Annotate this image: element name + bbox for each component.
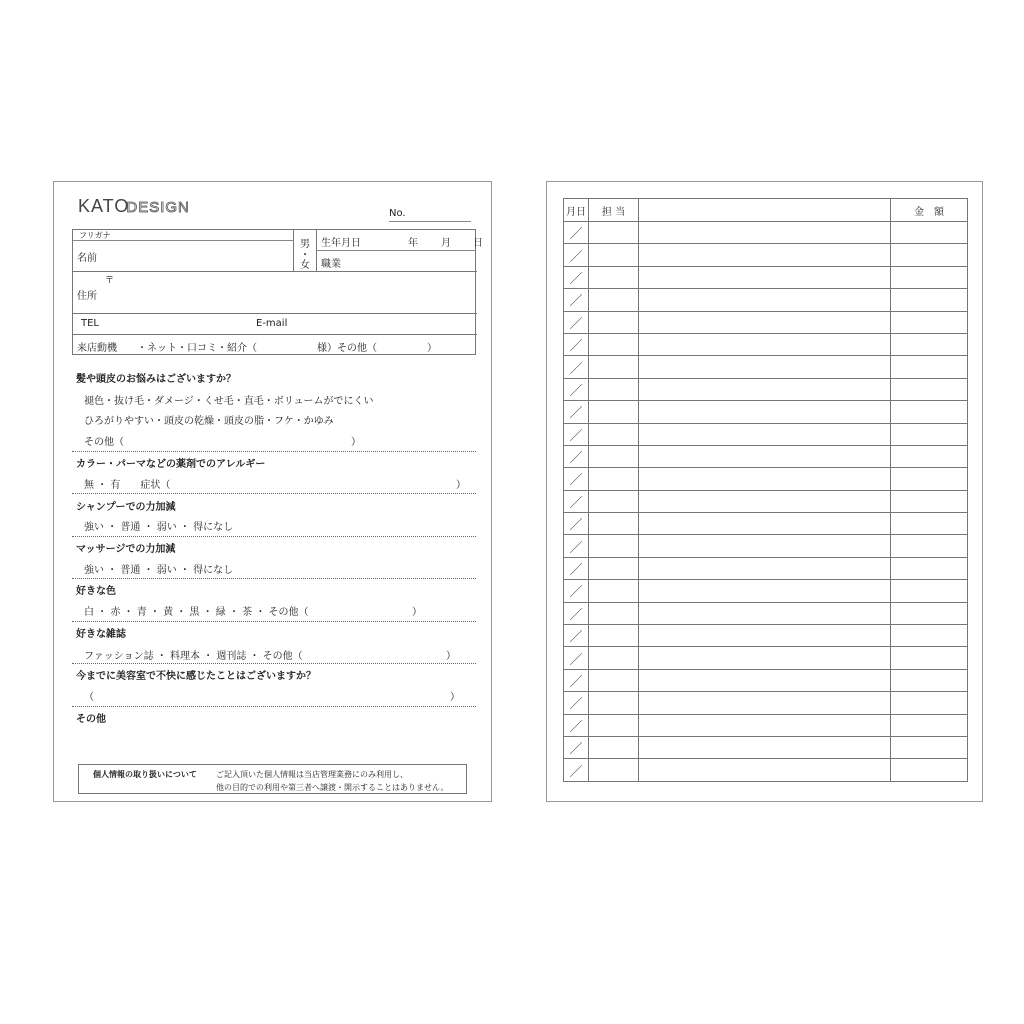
visit-reason: 来店動機 ・ネット・口コミ・紹介（ 様）その他（ ） [77, 343, 437, 354]
year-label: 年 [408, 238, 418, 249]
date-slash: ／ [569, 540, 583, 556]
date-slash: ／ [569, 719, 583, 735]
details-cell[interactable] [639, 714, 891, 736]
logo-design-text: DESIGN [126, 199, 190, 216]
amount-cell[interactable] [891, 535, 968, 557]
amount-cell[interactable] [891, 445, 968, 467]
date-cell[interactable] [564, 714, 589, 736]
discomfort-question: 今までに美容室で不快に感じたことはございますか？ [76, 671, 316, 682]
amount-cell[interactable] [891, 244, 968, 266]
record-row [564, 289, 968, 311]
privacy-line-2: 他の目的での利用や第三者へ譲渡・開示することはありません。 [216, 783, 449, 792]
hair-other: その他（ [84, 437, 124, 448]
tel-label: TEL [81, 318, 99, 329]
record-row [564, 602, 968, 624]
amount-cell[interactable] [891, 222, 968, 244]
privacy-line-1: ご記入頂いた個人情報は当店管理業務にのみ利用し、 [216, 770, 408, 779]
magazine-question: 好きな雑誌 [76, 629, 126, 640]
birthday-divider [317, 250, 475, 251]
hair-trouble-question: 髪や頭皮のお悩みはございますか？ [76, 374, 236, 385]
date-slash: ／ [569, 339, 583, 355]
date-cell[interactable] [564, 244, 589, 266]
date-slash: ／ [569, 271, 583, 287]
staff-cell[interactable] [589, 401, 639, 423]
amount-cell[interactable] [891, 490, 968, 512]
details-cell[interactable] [639, 759, 891, 781]
row-divider-3 [73, 334, 477, 335]
record-body [564, 222, 968, 782]
record-row [564, 266, 968, 288]
col-divider-1 [293, 230, 294, 271]
staff-cell[interactable] [589, 513, 639, 535]
details-cell[interactable] [639, 311, 891, 333]
details-cell[interactable] [639, 378, 891, 400]
staff-cell[interactable] [589, 557, 639, 579]
shampoo-question: シャンプーでの力加減 [76, 502, 176, 513]
details-cell[interactable] [639, 266, 891, 288]
divider [72, 663, 476, 664]
staff-cell[interactable] [589, 759, 639, 781]
date-cell[interactable] [564, 513, 589, 535]
details-cell[interactable] [639, 557, 891, 579]
date-slash: ／ [569, 227, 583, 243]
record-table [563, 198, 968, 782]
treatment-record-sheet [546, 181, 983, 802]
date-slash: ／ [569, 764, 583, 780]
amount-cell[interactable] [891, 602, 968, 624]
date-cell[interactable] [564, 535, 589, 557]
gender-separator: ・ [300, 250, 310, 261]
staff-cell[interactable] [589, 244, 639, 266]
details-cell[interactable] [639, 513, 891, 535]
record-row [564, 535, 968, 557]
amount-cell[interactable] [891, 356, 968, 378]
date-cell[interactable] [564, 468, 589, 490]
staff-cell[interactable] [589, 580, 639, 602]
staff-cell[interactable] [589, 625, 639, 647]
details-cell[interactable] [639, 647, 891, 669]
date-cell[interactable] [564, 625, 589, 647]
color-options: 白 ・ 赤 ・ 青 ・ 黄 ・ 黒 ・ 緑 ・ 茶 ・ その他（ [84, 607, 309, 618]
record-row [564, 333, 968, 355]
divider [72, 536, 476, 537]
staff-cell[interactable] [589, 356, 639, 378]
date-cell[interactable] [564, 266, 589, 288]
address-label: 住所 [77, 291, 97, 302]
date-cell[interactable] [564, 580, 589, 602]
record-row [564, 647, 968, 669]
other-heading: その他 [76, 714, 106, 725]
staff-cell[interactable] [589, 222, 639, 244]
discomfort-close: ） [450, 692, 460, 703]
record-row [564, 557, 968, 579]
divider [72, 706, 476, 707]
magazine-options: ファッション誌 ・ 料理本 ・ 週刊誌 ・ その他（ [84, 651, 303, 662]
massage-options: 強い ・ 普通 ・ 弱い ・ 得になし [84, 565, 234, 576]
record-row [564, 311, 968, 333]
record-row [564, 401, 968, 423]
staff-header: 担 当 [589, 199, 639, 222]
date-cell[interactable] [564, 602, 589, 624]
details-cell[interactable] [639, 736, 891, 758]
date-cell[interactable] [564, 490, 589, 512]
hair-options-line-1: 褪色・抜け毛・ダメージ・くせ毛・直毛・ボリュームがでにくい [84, 396, 374, 407]
name-label: 名前 [77, 253, 97, 264]
date-slash: ／ [569, 473, 583, 489]
record-row [564, 490, 968, 512]
staff-cell[interactable] [589, 311, 639, 333]
staff-cell[interactable] [589, 669, 639, 691]
date-slash: ／ [569, 607, 583, 623]
female-option[interactable]: 女 [300, 260, 310, 271]
hair-other-close: ） [351, 437, 361, 448]
details-cell[interactable] [639, 423, 891, 445]
magazine-close: ） [446, 651, 456, 662]
date-cell[interactable] [564, 445, 589, 467]
record-row [564, 222, 968, 244]
amount-cell[interactable] [891, 468, 968, 490]
details-cell[interactable] [639, 445, 891, 467]
date-slash: ／ [569, 249, 583, 265]
row-divider-1 [73, 271, 477, 272]
date-cell[interactable] [564, 759, 589, 781]
record-row [564, 513, 968, 535]
divider [72, 578, 476, 579]
staff-cell[interactable] [589, 490, 639, 512]
details-cell[interactable] [639, 468, 891, 490]
date-cell[interactable] [564, 311, 589, 333]
date-header: 月日 [564, 199, 589, 222]
staff-cell[interactable] [589, 736, 639, 758]
date-cell[interactable] [564, 692, 589, 714]
date-cell[interactable] [564, 222, 589, 244]
details-header [639, 199, 891, 222]
record-row [564, 423, 968, 445]
furigana-label: フリガナ [79, 231, 111, 240]
record-row [564, 669, 968, 691]
record-row [564, 736, 968, 758]
amount-cell[interactable] [891, 513, 968, 535]
customer-card [53, 181, 492, 802]
date-cell[interactable] [564, 356, 589, 378]
amount-cell[interactable] [891, 647, 968, 669]
discomfort-open: （ [84, 692, 94, 703]
amount-cell[interactable] [891, 669, 968, 691]
date-slash: ／ [569, 294, 583, 310]
amount-cell[interactable] [891, 401, 968, 423]
number-label: No. [389, 208, 406, 219]
record-row [564, 244, 968, 266]
date-slash: ／ [569, 428, 583, 444]
record-header-row [564, 199, 968, 222]
details-cell[interactable] [639, 289, 891, 311]
details-cell[interactable] [639, 401, 891, 423]
staff-cell[interactable] [589, 692, 639, 714]
allergy-close: ） [456, 480, 466, 491]
details-cell[interactable] [639, 244, 891, 266]
male-option[interactable]: 男 [300, 239, 310, 250]
date-cell[interactable] [564, 401, 589, 423]
details-cell[interactable] [639, 333, 891, 355]
details-cell[interactable] [639, 602, 891, 624]
amount-cell[interactable] [891, 289, 968, 311]
col-divider-2 [316, 230, 317, 271]
amount-header: 金 額 [891, 199, 968, 222]
date-slash: ／ [569, 361, 583, 377]
color-close: ） [412, 607, 422, 618]
staff-cell[interactable] [589, 378, 639, 400]
record-row [564, 692, 968, 714]
amount-cell[interactable] [891, 423, 968, 445]
postal-mark: 〒 [105, 276, 115, 286]
amount-cell[interactable] [891, 625, 968, 647]
record-row [564, 625, 968, 647]
date-cell[interactable] [564, 423, 589, 445]
day-label: 日 [473, 238, 483, 249]
staff-cell[interactable] [589, 266, 639, 288]
date-slash: ／ [569, 406, 583, 422]
row-divider-2 [73, 313, 477, 314]
details-cell[interactable] [639, 222, 891, 244]
date-cell[interactable] [564, 647, 589, 669]
amount-cell[interactable] [891, 580, 968, 602]
details-cell[interactable] [639, 625, 891, 647]
staff-cell[interactable] [589, 714, 639, 736]
date-slash: ／ [569, 630, 583, 646]
shampoo-options: 強い ・ 普通 ・ 弱い ・ 得になし [84, 522, 234, 533]
record-row [564, 580, 968, 602]
job-label: 職業 [321, 259, 341, 270]
date-slash: ／ [569, 585, 583, 601]
divider [72, 621, 476, 622]
amount-cell[interactable] [891, 557, 968, 579]
staff-cell[interactable] [589, 647, 639, 669]
record-row [564, 356, 968, 378]
staff-cell[interactable] [589, 289, 639, 311]
date-cell[interactable] [564, 557, 589, 579]
logo-kato-text: KATO [78, 196, 130, 216]
privacy-notice [78, 764, 467, 794]
date-slash: ／ [569, 451, 583, 467]
date-slash: ／ [569, 495, 583, 511]
divider [72, 493, 476, 494]
date-slash: ／ [569, 675, 583, 690]
amount-cell[interactable] [891, 692, 968, 714]
allergy-options: 無 ・ 有 症状（ [84, 480, 171, 491]
amount-cell[interactable] [891, 266, 968, 288]
amount-cell[interactable] [891, 759, 968, 781]
staff-cell[interactable] [589, 535, 639, 557]
date-cell[interactable] [564, 333, 589, 355]
date-slash: ／ [569, 652, 583, 668]
date-slash: ／ [569, 316, 583, 332]
record-row [564, 378, 968, 400]
massage-question: マッサージでの力加減 [76, 544, 176, 555]
birthday-label: 生年月日 [321, 238, 361, 249]
date-cell[interactable] [564, 669, 589, 691]
details-cell[interactable] [639, 669, 891, 691]
number-field[interactable] [389, 208, 471, 222]
details-cell[interactable] [639, 356, 891, 378]
details-cell[interactable] [639, 490, 891, 512]
date-slash: ／ [569, 742, 583, 758]
date-slash: ／ [569, 518, 583, 534]
staff-cell[interactable] [589, 468, 639, 490]
staff-cell[interactable] [589, 445, 639, 467]
details-cell[interactable] [639, 580, 891, 602]
record-row [564, 759, 968, 781]
allergy-question: カラー・パーマなどの薬剤でのアレルギー [76, 459, 266, 470]
month-label: 月 [441, 238, 451, 249]
details-cell[interactable] [639, 692, 891, 714]
record-row [564, 468, 968, 490]
color-question: 好きな色 [76, 586, 116, 597]
details-cell[interactable] [639, 535, 891, 557]
record-row [564, 445, 968, 467]
customer-info-table [72, 229, 483, 355]
date-cell[interactable] [564, 736, 589, 758]
hair-options-line-2: ひろがりやすい・頭皮の乾燥・頭皮の脂・フケ・かゆみ [84, 416, 334, 427]
record-row [564, 714, 968, 736]
divider [72, 451, 476, 452]
amount-cell[interactable] [891, 311, 968, 333]
date-cell[interactable] [564, 289, 589, 311]
date-slash: ／ [569, 697, 583, 713]
amount-cell[interactable] [891, 378, 968, 400]
date-slash: ／ [569, 383, 583, 399]
kato-design-logo [78, 196, 190, 220]
date-cell[interactable] [564, 378, 589, 400]
staff-cell[interactable] [589, 602, 639, 624]
amount-cell[interactable] [891, 714, 968, 736]
email-label: E-mail [256, 318, 288, 329]
privacy-title: 個人情報の取り扱いについて [93, 770, 197, 779]
amount-cell[interactable] [891, 333, 968, 355]
date-slash: ／ [569, 563, 583, 579]
amount-cell[interactable] [891, 736, 968, 758]
staff-cell[interactable] [589, 423, 639, 445]
staff-cell[interactable] [589, 333, 639, 355]
